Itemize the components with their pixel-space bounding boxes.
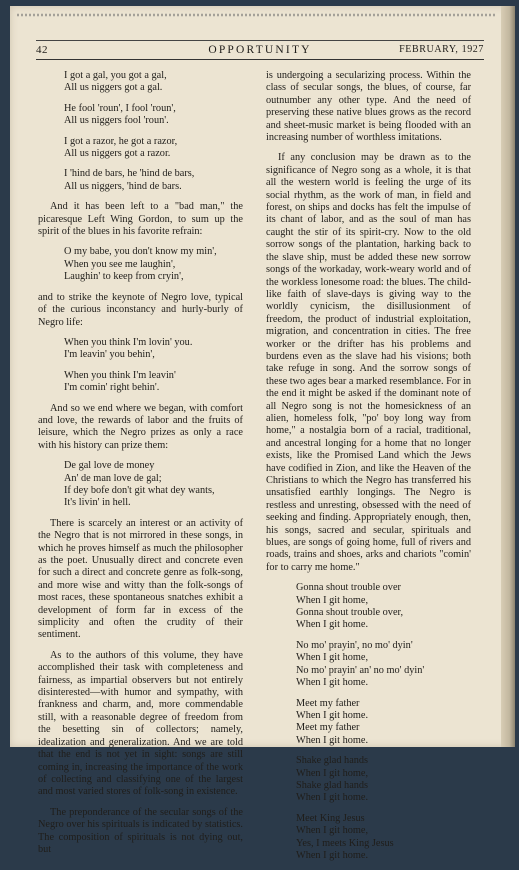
verse-line: No mo' prayin', no mo' dyin' [296, 639, 413, 651]
verse-line: I'm comin' right behin'. [64, 382, 160, 394]
verse-group [38, 246, 243, 283]
header-bottom-rule [36, 59, 484, 60]
page-number: 42 [36, 44, 48, 56]
issue-date: FEBRUARY, 1927 [399, 44, 484, 55]
verse-line: When you think I'm leavin' [64, 369, 176, 381]
paragraph: The preponderance of the secular songs of the Negro over his spirituals is indicated by statistics. The composition of spirituals is not dying out, but [38, 806, 243, 855]
verse-group [38, 70, 243, 193]
verse-line: When I git home. [296, 792, 369, 804]
verse-line: All us niggers fool 'roun'. [64, 115, 169, 127]
verse-stanza [38, 70, 243, 95]
verse-line: When I git home. [296, 677, 369, 689]
verse-line: When I git home. [296, 734, 369, 746]
verse-line: Gonna shout trouble over [296, 582, 401, 594]
paragraph: and to strike the keynote of Negro love, typical of the curious inconstancy and hurly-burly of Negro life: [38, 291, 243, 328]
verse-line: When I git home. [296, 619, 369, 631]
verse-stanza [38, 460, 243, 510]
paragraph: There is scarcely an interest or an activity of the Negro that is not mirrored in these songs, in which he proves himself as much the philosopher as the poet. Unusually direct and concrete even for such a direct and concrete genre as folk-song, and more wise and witty than the folk-songs of most races, these spontaneous snatches exhibit a development of form far in excess of the simplicity and often the crudity of their sentiment. [38, 517, 243, 641]
verse-line: Meet King Jesus [296, 812, 365, 824]
verse-stanza [266, 582, 471, 632]
verse-line: I got a gal, you got a gal, [64, 70, 167, 81]
verse-line: I'm leavin' you behin', [64, 349, 155, 361]
verse-line: No mo' prayin' an' no mo' dyin' [296, 664, 425, 676]
verse-stanza [38, 103, 243, 128]
magazine-title: OPPORTUNITY [208, 44, 312, 56]
left-column [38, 70, 243, 864]
paragraph: And it has been left to a "bad man," the picaresque Left Wing Gordon, to sum up the spirit of the blues in his favorite refrain: [38, 201, 243, 238]
running-head [36, 44, 484, 58]
verse-line: O my babe, you don't know my min', [64, 246, 217, 258]
verse-stanza [266, 698, 471, 748]
verse-line: Meet my father [296, 697, 360, 709]
verse-line: All us niggers got a gal. [64, 82, 163, 94]
verse-stanza [38, 168, 243, 193]
verse-line: It's livin' in hell. [64, 497, 131, 509]
verse-group [38, 337, 243, 395]
right-column [266, 70, 471, 870]
page-gutter [501, 6, 515, 747]
verse-line: When I git home. [296, 849, 369, 861]
verse-line: Gonna shout trouble over, [296, 607, 404, 619]
verse-line: All us niggers, 'hind de bars. [64, 180, 182, 192]
verse-line: When I git home, [296, 652, 369, 664]
verse-line: Yes, I meets King Jesus [296, 837, 394, 849]
verse-line: All us niggers got a razor. [64, 148, 171, 160]
verse-stanza [38, 136, 243, 161]
verse-stanza [38, 337, 243, 362]
verse-group [38, 460, 243, 510]
paragraph: is undergoing a secularizing process. Within the class of secular songs, the blues, of course, far outnumber any other type. And the need of preserving these native blues grows as the record and sheet-music market is being flooded with an increasing number of worthless imitations. [266, 70, 471, 144]
verse-stanza [266, 640, 471, 690]
verse-line: Meet my father [296, 722, 360, 734]
paragraph: If any conclusion may be drawn as to the significance of Negro song as a whole, it is that all the western world is feeling the urge of its social rhythm, as the work of man, in field and forest, on ships and docks has felt the impulse of its chant of labor, and as the soul of man has caught the stir of its spirit-cry. Now to the old sorrow songs of the plantation, harking back to the slave ship, must be added these new sorrow songs of the workaday, work-weary world and of the workless lonesome road: the blues. The child-like faith of slave-days is giving way to the worldly cynicism, the disillusionment of freedom, the product of industrial exploitation, migration, and concentration in cities. The free worker or the drifter has his problems and burdens even as the slave had his visions; both take refuge in song. And the sorrow songs of these two ages bear a marked resemblance. For in the end it might be asked if the dominant note of all Negro song is not the homesickness of an alien, homeless folk, "po' boy long way from home," a nostalgia born of a racial, traditional, and ancestral longing for a home that no longer exists, like the Promised Land which the Jews have codified in Zion, and like the Heaven of the Christians to which the Negro has transferred his unsatisfied earthly longings. The Negro is restless and unresting, obsessed with the need of seeking and finding. Appropriately enough, then, his songs, sacred and secular, spirituals and blues, are songs of going home, full of rivers and roads, trains and shoes, arks and chariots "comin' for to carry me home." [266, 152, 471, 573]
verse-line: If dey bofe don't git what dey wants, [64, 484, 215, 496]
verse-stanza [38, 370, 243, 395]
verse-line: When I git home, [296, 825, 369, 837]
verse-line: When I git home. [296, 709, 369, 721]
verse-line: Shake glad hands [296, 755, 369, 767]
verse-line: When I git home, [296, 594, 369, 606]
verse-line: An' de man love de gal; [64, 472, 162, 484]
binding-edge [16, 12, 495, 18]
verse-line: When I git home, [296, 767, 369, 779]
verse-line: Laughin' to keep from cryin', [64, 271, 184, 283]
paragraph: And so we end where we began, with comfort and love, the rewards of labor and the fruits of leisure, which the Negro prizes as only a race with his history can prize them: [38, 402, 243, 451]
verse-stanza [266, 813, 471, 863]
verse-line: I 'hind de bars, he 'hind de bars, [64, 168, 195, 180]
paragraph: As to the authors of this volume, they have accomplished their task with completeness and fairness, as impartial observers but not entirely disinterested—with humor and sympathy, with frankness and charm, and, more commendable still, with a reasonable degree of freedom from the besetting sin of collectors; namely, idealization and generalization. And we are told that the end is not yet in sight: songs are still coming in, increasing the importance of the work of collecting and classifying one of the largest and most varied stores of folk-song in existence. [38, 649, 243, 798]
verse-stanza [38, 246, 243, 283]
verse-line: Shake glad hands [296, 779, 369, 791]
verse-group [266, 582, 471, 862]
verse-line: I got a razor, he got a razor, [64, 135, 178, 147]
verse-line: De gal love de money [64, 460, 155, 472]
verse-stanza [266, 755, 471, 805]
verse-line: When you see me laughin', [64, 258, 176, 270]
verse-line: When you think I'm lovin' you. [64, 336, 193, 348]
verse-line: He fool 'roun', I fool 'roun', [64, 102, 176, 114]
header-top-rule [36, 40, 484, 41]
